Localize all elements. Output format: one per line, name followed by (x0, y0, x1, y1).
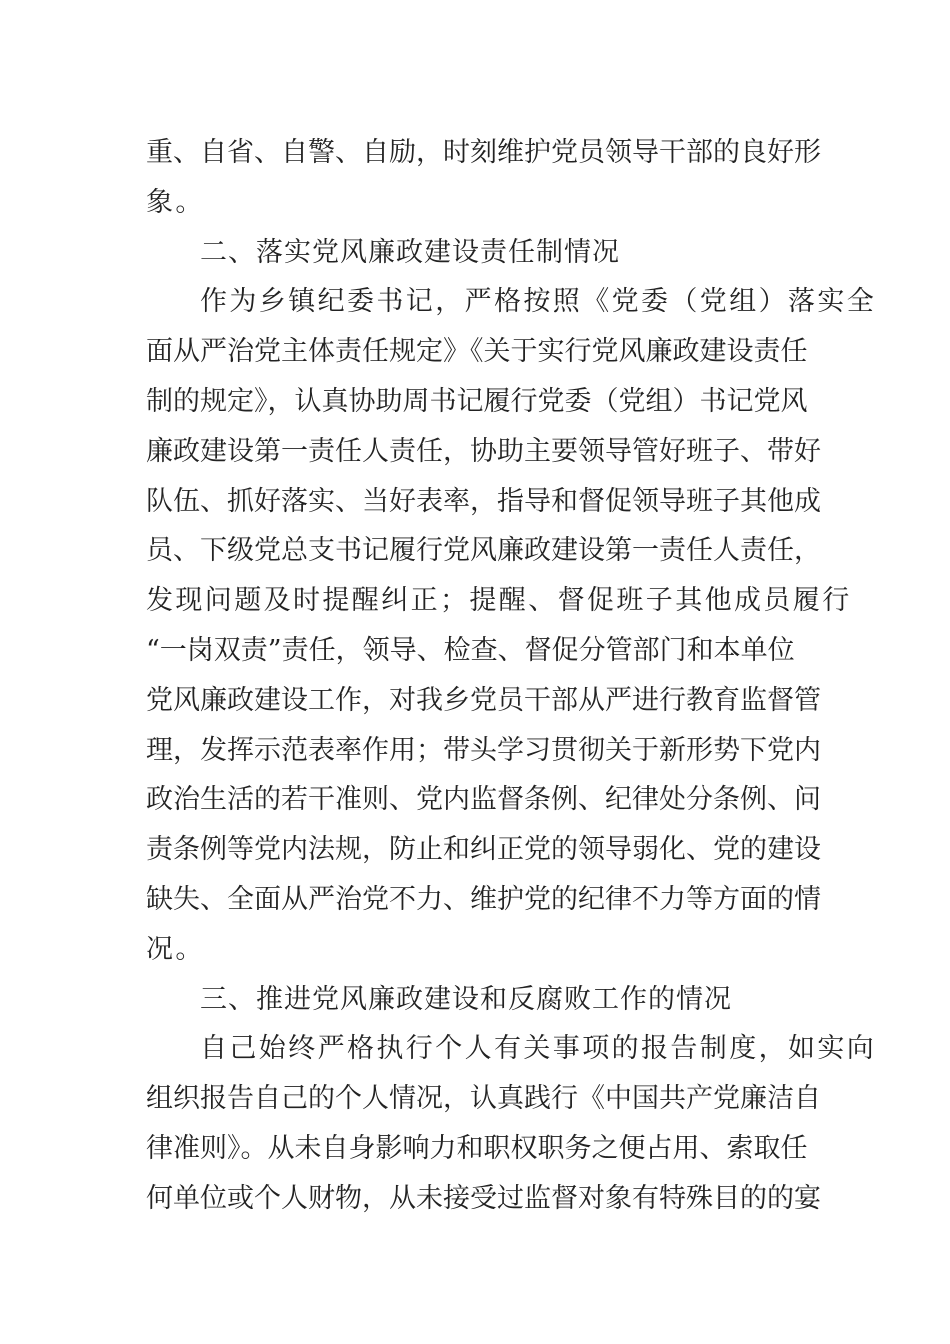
section-heading: 三、推进党风廉政建设和反腐败工作的情况 (200, 983, 732, 1015)
body-line: “一岗双责”责任，领导、检查、督促分管部门和本单位 (146, 634, 795, 666)
body-line: 队伍、抓好落实、当好表率，指导和督促领导班子其他成 (146, 485, 821, 517)
body-line: 自己始终严格执行个人有关事项的报告制度，如实向 (200, 1033, 877, 1065)
body-line: 发现问题及时提醒纠正；提醒、督促班子其他成员履行 (146, 585, 852, 617)
body-line: 作为乡镇纪委书记，严格按照《党委（党组）落实全 (200, 286, 877, 318)
body-line: 况。 (146, 933, 205, 965)
body-line: 责条例等党内法规，防止和纠正党的领导弱化、党的建设 (146, 834, 821, 866)
body-line: 重、自省、自警、自励，时刻维护党员领导干部的良好形 (146, 137, 821, 168)
body-line: 廉政建设第一责任人责任，协助主要领导管好班子、带好 (146, 435, 821, 467)
body-line: 面从严治党主体责任规定》《关于实行党风廉政建设责任 (146, 336, 808, 368)
section-heading: 二、落实党风廉政建设责任制情况 (200, 236, 620, 268)
document-body (146, 128, 877, 1224)
body-line: 党风廉政建设工作，对我乡党员干部从严进行教育监督管 (146, 684, 821, 716)
body-line: 何单位或个人财物，从未接受过监督对象有特殊目的的宴 (146, 1182, 821, 1214)
body-line: 员、下级党总支书记履行党风廉政建设第一责任人责任， (146, 535, 821, 567)
body-line: 象。 (146, 186, 205, 218)
body-line: 理，发挥示范表率作用；带头学习贯彻关于新形势下党内 (146, 734, 821, 766)
body-line: 制的规定》，认真协助周书记履行党委（党组）书记党风 (146, 385, 808, 417)
body-line: 律准则》。从未自身影响力和职权职务之便占用、索取任 (146, 1132, 808, 1164)
body-line: 政治生活的若干准则、党内监督条例、纪律处分条例、问 (146, 784, 821, 816)
body-line: 缺失、全面从严治党不力、维护党的纪律不力等方面的情 (146, 883, 821, 915)
body-line: 组织报告自己的个人情况，认真践行《中国共产党廉洁自 (146, 1083, 821, 1115)
